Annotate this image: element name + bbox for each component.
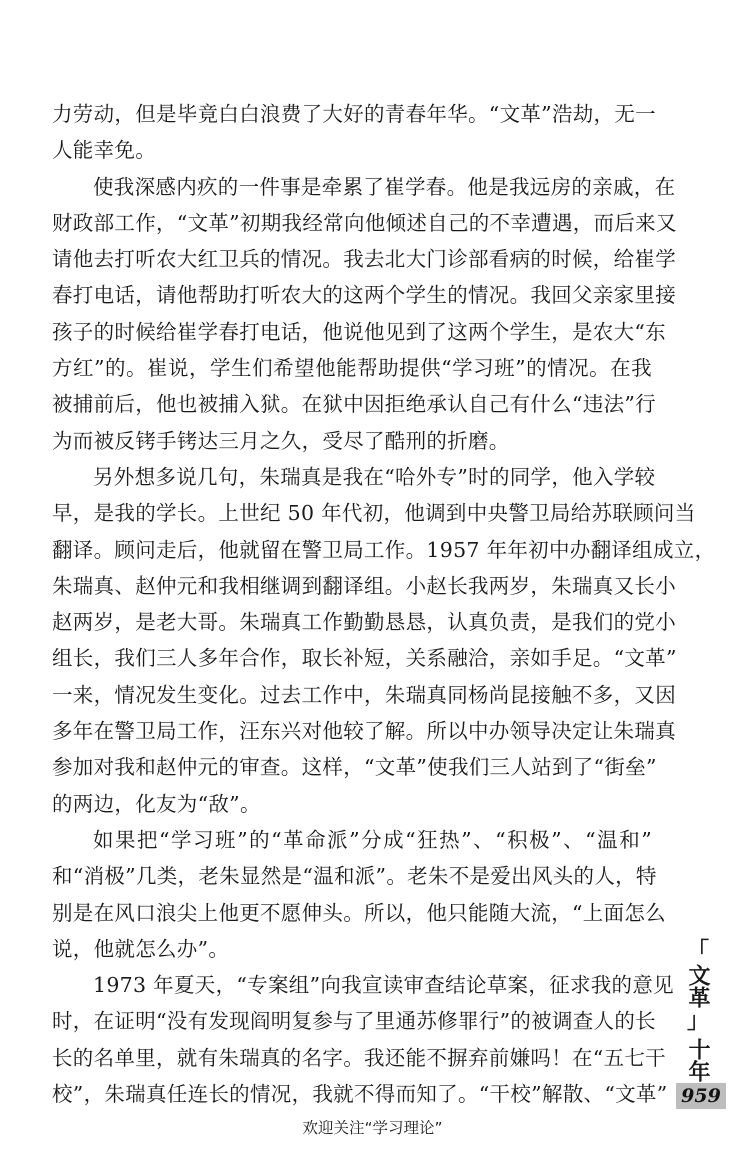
footer-watermark: 欢迎关注“学习理论” xyxy=(302,1119,443,1137)
text-line: 时，在证明“没有发现阎明复参与了里通苏修罪行”的被调查人的长 xyxy=(52,1009,656,1034)
text-line: 如果把“学习班”的“革命派”分成“狂热”、“积极”、“温和” xyxy=(93,827,652,852)
text-line: 春打电话，请他帮助打听农大的这两个学生的情况。我回父亲家里接 xyxy=(52,283,676,308)
text-line: 为而被反铐手铐达三月之久，受尽了酷刑的折磨。 xyxy=(52,428,510,453)
text-line: 早，是我的学长。上世纪 50 年代初，他调到中央警卫局给苏联顾问当 xyxy=(52,501,696,526)
side-tab-word: 文革 xyxy=(685,964,711,1008)
text-line: 的两边，化友为“敌”。 xyxy=(52,791,261,816)
text-line: 和“消极”几类，老朱显然是“温和派”。老朱不是爱出风头的人，特 xyxy=(52,864,657,889)
text-line: 一来，情况发生变化。过去工作中，朱瑞真同杨尚昆接触不多，又因 xyxy=(52,682,676,707)
text-line: 被捕前后，他也被捕入狱。在狱中因拒绝承认自己有什么“违法”行 xyxy=(52,392,656,417)
text-line: 1973 年夏天，“专案组”向我宣读审查结论草案，征求我的意见 xyxy=(93,973,674,998)
text-line: 方红”的。崔说，学生们希望他能帮助提供“学习班”的情况。在我 xyxy=(52,356,652,381)
text-line: 另外想多说几句，朱瑞真是我在“哈外专”时的同学，他入学较 xyxy=(93,464,656,489)
page-number: 959 xyxy=(676,1083,726,1109)
text-line: 财政部工作，“文革”初期我经常向他倾述自己的不幸遭遇，而后来又 xyxy=(52,210,677,235)
text-line: 多年在警卫局工作，汪东兴对他较了解。所以中办领导决定让朱瑞真 xyxy=(52,719,676,744)
side-tab-bracket-open: 「 xyxy=(686,938,709,964)
text-line: 说，他就怎么办”。 xyxy=(52,936,230,961)
text-line: 参加对我和赵仲元的审查。这样，“文革”使我们三人站到了“街垒” xyxy=(52,755,657,780)
text-line: 翻译。顾问走后，他就留在警卫局工作。1957 年年初中办翻译组成立， xyxy=(52,537,716,562)
text-line: 朱瑞真、赵仲元和我相继调到翻译组。小赵长我两岁，朱瑞真又长小 xyxy=(52,573,676,598)
text-line: 力劳动，但是毕竟白白浪费了大好的青春年华。“文革”浩劫，无一 xyxy=(52,102,656,126)
text-line: 使我深感内疚的一件事是牵累了崔学春。他是我远房的亲戚，在 xyxy=(93,174,676,199)
text-line: 孩子的时候给崔学春打电话，他说他见到了这两个学生，是农大“东 xyxy=(52,319,666,344)
text-line: 别是在风口浪尖上他更不愿伸头。所以，他只能随大流，“上面怎么 xyxy=(52,900,666,925)
text-line: 长的名单里，就有朱瑞真的名字。我还能不摒弃前嫌吗！在“五七干 xyxy=(52,1045,666,1070)
text-line: 赵两岁，是老大哥。朱瑞真工作勤勤恳恳，认真负责，是我们的党小 xyxy=(52,610,676,635)
text-line: 组长，我们三人多年合作，取长补短，关系融洽，亲如手足。“文革” xyxy=(52,646,677,671)
text-line: 请他去打听农大红卫兵的情况。我去北大门诊部看病的时候，给崔学 xyxy=(52,247,676,272)
text-line: 人能幸免。 xyxy=(52,138,156,163)
chapter-side-tab xyxy=(674,938,722,1082)
side-tab-bracket-close: 」 xyxy=(686,1008,709,1034)
text-line: 校”，朱瑞真任连长的情况，我就不得而知了。“干校”解散、“文革” xyxy=(52,1082,668,1107)
side-tab-number: 十年 xyxy=(685,1038,711,1082)
